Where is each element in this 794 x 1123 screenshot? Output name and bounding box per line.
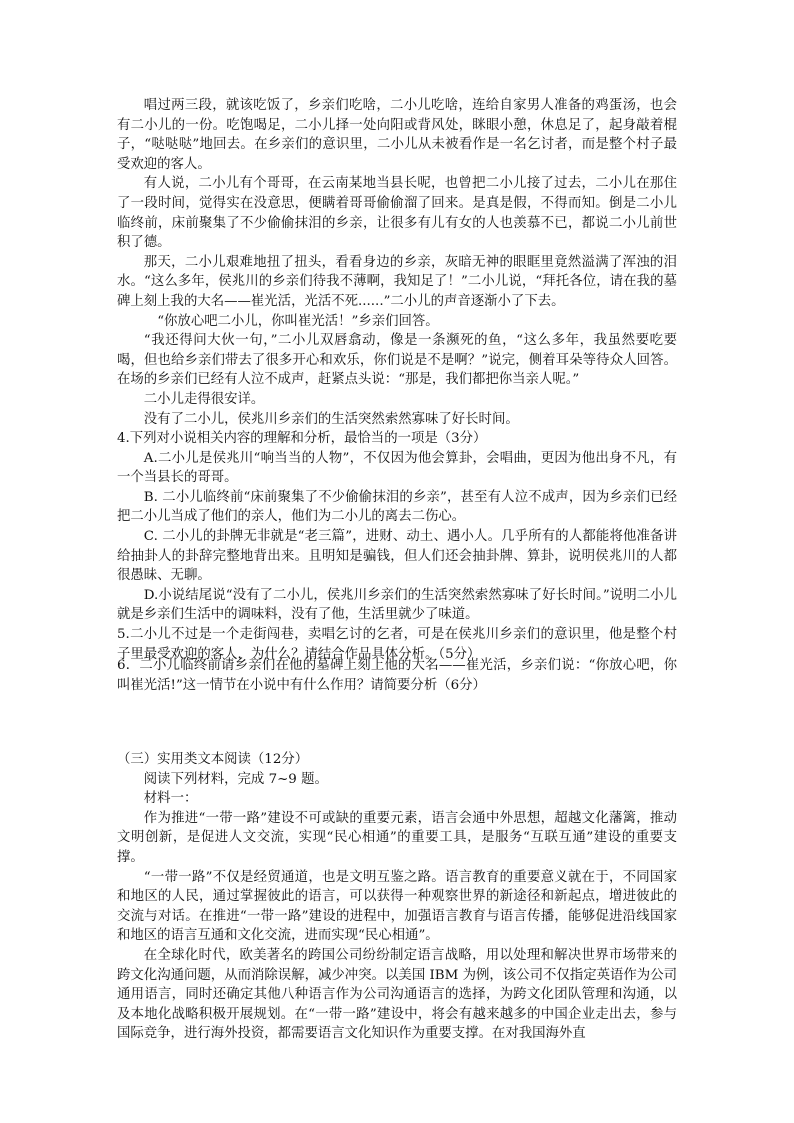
story-paragraph: 那天，二小儿艰难地扭了扭头，看看身边的乡亲，灰暗无神的眼眶里竟然溢满了浑浊的泪水。“这么多年，侯兆川的乡亲们待我不薄啊，我知足了！”二小儿说，“拜托各位，请在我的墓碑上刻上我的大名——崔光活，光活不死......”二小儿的声音逐渐小了下去。 bbox=[117, 254, 677, 309]
question-4-stem: 4.下列对小说相关内容的理解和分析，最恰当的一项是（3分） bbox=[117, 431, 487, 447]
story-paragraph: 有人说，二小儿有个哥哥，在云南某地当县长呢，也曾把二小儿接了过去，二小儿在那住了一段时间，觉得实在没意思，便瞒着哥哥偷偷溜了回来。是真是假，不得而知。倒是二小儿临终前，床前聚集了不少偷偷抹泪的乡亲，让很多有儿有女的人也羡慕不已，都说二小儿前世积了德。 bbox=[117, 176, 677, 251]
story-paragraph: 没有了二小儿，侯兆川乡亲们的生活突然索然寡味了好长时间。 bbox=[143, 411, 519, 427]
story-paragraph: “我还得问大伙一句，”二小儿双唇翕动，像是一条濒死的鱼，“这么多年，我虽然要吃要喝，但也给乡亲们带去了很多开心和欢乐，你们说是不是啊？”说完，侧着耳朵等待众人回答。在场的乡亲们已经有人泣不成声，赶紧点头说：“那是，我们都把你当亲人呢。” bbox=[117, 333, 677, 388]
story-paragraph: 二小儿走得很安详。 bbox=[143, 391, 265, 407]
story-paragraph: 唱过两三段，就该吃饭了，乡亲们吃啥，二小儿吃啥，连给自家男人准备的鸡蛋汤，也会有二小儿的一份。吃饱喝足，二小儿择一处向阳或背风处，眯眼小憩，休息足了，起身敲着棍子，“哒哒哒”地回去。在乡亲们的意识里，二小儿从未被看作是一名乞讨者，而是整个村子最受欢迎的客人。 bbox=[117, 98, 677, 172]
material-label: 材料一： bbox=[143, 791, 198, 807]
story-paragraph: “你放心吧二小儿，你叫崔光活！”乡亲们回答。 bbox=[157, 313, 439, 329]
question-6: 6．二小儿临终前请乡亲们在他的墓碑上刻上他的大名——崔光活，乡亲们说：“你放心吧，你叫崔光活!”这一情节在小说中有什么作用？请简要分析（6分） bbox=[117, 658, 677, 693]
question-4-option-c: C. 二小儿的卦牌无非就是“老三篇”，进财、动土、遇小人。几乎所有的人都能将他准备讲给抽卦人的卦辞完整地背出来。且明知是骗钱，但人们还会抽卦牌、算卦，说明侯兆川的人都很愚昧、无聊。 bbox=[117, 529, 677, 584]
material-paragraph: 作为推进“一带一路”建设不可或缺的重要元素，语言会通中外思想，超越文化藩篱，推动文明创新，是促进人文交流，实现“民心相通”的重要工具，是服务“互联互通”建设的重要支撑。 bbox=[117, 810, 677, 865]
question-4-option-d: D.小说结尾说“没有了二小儿，侯兆川乡亲们的生活突然索然寡味了好长时间。”说明二小儿就是乡亲们生活中的调味料，没有了他，生活里就少了味道。 bbox=[117, 587, 677, 623]
material-paragraph: 在全球化时代，欧美著名的跨国公司纷纷制定语言战略，用以处理和解决世界市场带来的跨文化沟通问题，从而消除误解，减少冲突。以美国 IBM 为例，该公司不仅指定英语作为公司通用语言，同时还确定其他八种语言作为公司沟通语言的选择，为跨文化团队管理和沟通，以及本地化战略积极开展规划。在“一带一路”建设中，将会有越来越多的中国企业走出去，参与国际竞争，进行海外投资，都需要语言文化知识作为重要支撑。在对我国海外直 bbox=[117, 947, 677, 1042]
section-3-instruction: 阅读下列材料，完成 7~9 题。 bbox=[143, 771, 328, 787]
question-4-option-a: A.二小儿是侯兆川“响当当的人物”，不仅因为他会算卦，会唱曲，更因为他出身不凡，有一个当县长的哥哥。 bbox=[117, 450, 677, 486]
section-3-heading: （三）实用类文本阅读（12分） bbox=[117, 752, 309, 767]
story-text bbox=[117, 96, 677, 664]
question-5: 5.二小儿不过是一个走街闯巷，卖唱乞讨的乞者，可是在侯兆川乡亲们的意识里，他是整个村子里最受欢迎的客人，为什么？请结合作品具体分析。（5分） bbox=[117, 627, 677, 662]
material-paragraph: “一带一路”不仅是经贸通道，也是文明互鉴之路。语言教育的重要意义就在于，不同国家和地区的人民，通过掌握彼此的语言，可以获得一种观察世界的新途径和新起点，增进彼此的交流与对话。在推进“一带一路”建设的进程中，加强语言教育与语言传播，能够促进沿线国家和地区的语言互通和文化交流，进而实现“民心相通”。 bbox=[117, 869, 677, 944]
section-3 bbox=[117, 750, 677, 1044]
question-6-block bbox=[117, 656, 677, 695]
question-4-option-b: B. 二小儿临终前“床前聚集了不少偷偷抹泪的乡亲”，甚至有人泣不成声，因为乡亲们已经把二小儿当成了他们的亲人，他们为二小儿的离去二伤心。 bbox=[117, 489, 677, 525]
